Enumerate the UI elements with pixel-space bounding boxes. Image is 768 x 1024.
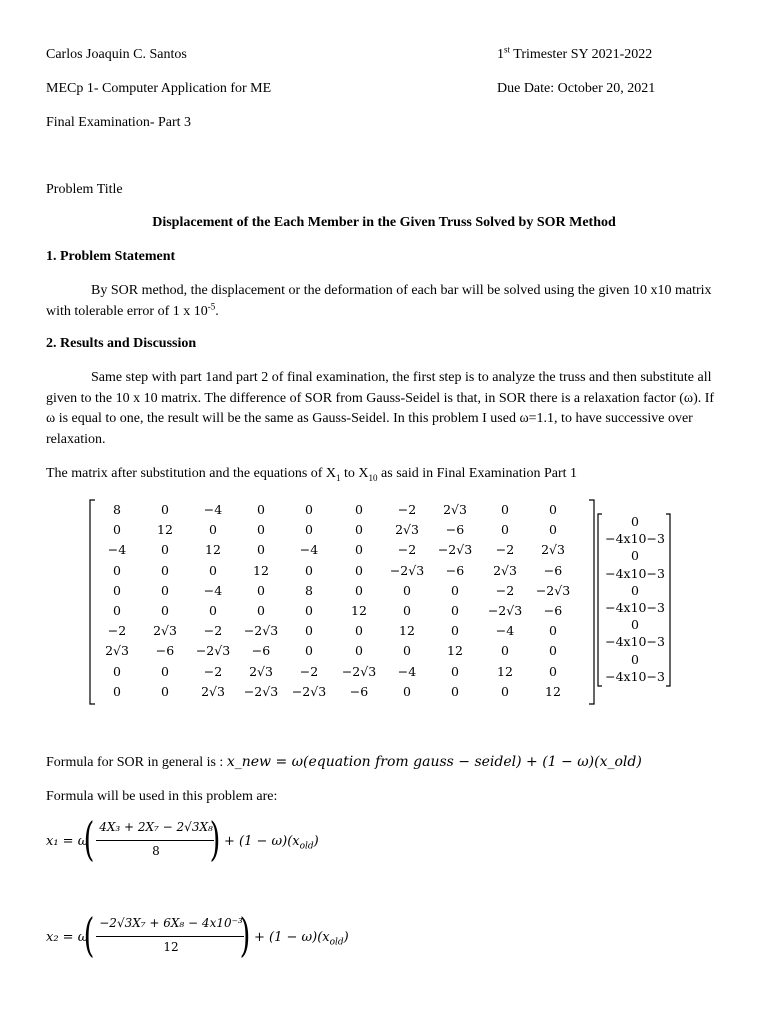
matrix-cell: 2√3: [395, 522, 419, 538]
problem-statement-text: [46, 281, 726, 322]
general-formula-label: Formula for SOR in general is :: [46, 755, 227, 770]
matrix-cell: 0: [451, 623, 459, 639]
matrix-cell: 12: [351, 603, 367, 618]
formula-x2-tail-end: ): [343, 930, 349, 945]
vector-cell: −4x10−3: [605, 565, 665, 581]
matrix-cell: 0: [355, 542, 363, 558]
section-problem-statement-heading: 1. Problem Statement: [46, 249, 176, 264]
vector-cell: −4x10−3: [605, 531, 665, 547]
matrix-cell: 0: [355, 562, 363, 578]
formula-x2-lhs: x₂ = ω: [46, 930, 89, 945]
matrix-cell: 0: [501, 643, 509, 659]
matrix-cell: −2: [299, 663, 319, 679]
matrix-cell: 0: [161, 603, 169, 618]
matrix-cell: 0: [161, 542, 169, 558]
matrix-cell: 0: [355, 582, 363, 598]
matrix-cell: 12: [205, 542, 221, 558]
matrix-cell: −2: [203, 623, 223, 639]
vector-cell: −4x10−3: [605, 634, 665, 650]
problem-statement-body: By SOR method, the displacement or the deformation of each bar will be solved using the given 10 x10 matrix with tolerable error of 1 x 10: [46, 283, 712, 319]
matrix-cell: 0: [501, 522, 509, 538]
matrix-cell: 0: [305, 643, 313, 659]
results-paragraph: Same step with part 1and part 2 of final examination, the first step is to analyze the truss and then substitute all given to the 10 x 10 matrix. The difference of SOR from Gauss-Seidel is that, in SOR there is a relaxation factor (ω). If ω is equal to one, the result will be the same as Gauss-Seidel. In this problem I used ω=1.1, to have successive over relaxation.: [46, 370, 715, 447]
matrix-cell: −6: [543, 603, 563, 618]
matrix-cell: −6: [251, 643, 271, 659]
matrix-intro-b: to X: [340, 466, 369, 481]
matrix-cell: 0: [305, 623, 313, 639]
matrix-cell: 0: [549, 663, 557, 679]
matrix-cell: 0: [113, 562, 121, 578]
author-name: Carlos Joaquin C. Santos: [46, 47, 187, 62]
matrix-cell: 0: [549, 623, 557, 639]
matrix-intro-a: The matrix after substitution and the equations of X: [46, 466, 337, 481]
formula-x1-numerator: 4X₃ + 2X₇ − 2√3X₈: [99, 820, 213, 834]
trimester-ordinal: st: [504, 44, 511, 55]
matrix-cell: −4: [203, 582, 223, 598]
matrix-cell: 2√3: [201, 683, 225, 699]
matrix-cell: 0: [451, 603, 459, 618]
matrix-cell: −6: [445, 522, 465, 538]
matrix-cell: 0: [305, 522, 313, 538]
matrix-intro-sub2: 10: [368, 472, 378, 483]
matrix-cell: 0: [161, 562, 169, 578]
matrix-right-bracket: [589, 500, 594, 704]
matrix-cell: 2√3: [493, 562, 517, 578]
matrix-cell: 0: [209, 603, 217, 618]
matrix-cell: −2: [107, 623, 127, 639]
tolerance-exponent: -5: [207, 300, 216, 311]
matrix-cell: 0: [209, 522, 217, 538]
matrix-cell: −2: [203, 663, 223, 679]
matrix-cell: 12: [447, 643, 463, 659]
matrix-cell: −2√3: [535, 582, 571, 598]
matrix-cell: 0: [257, 603, 265, 618]
matrix-cell: −4: [495, 623, 515, 639]
formula-x1-lhs: x₁ = ω: [46, 834, 89, 849]
matrix-cell: 0: [355, 502, 363, 517]
matrix-cell: −2√3: [487, 603, 523, 618]
formula-x1-tail: [224, 834, 319, 852]
matrix-cell: 0: [257, 522, 265, 538]
matrix-cell: 0: [549, 502, 557, 517]
course-name: MECp 1- Computer Application for ME: [46, 81, 272, 96]
matrix-cell: −2√3: [243, 683, 279, 699]
constant-vector: [596, 510, 674, 690]
matrix-cell: 0: [113, 683, 121, 699]
matrix-cell: 0: [355, 522, 363, 538]
matrix-cell: 0: [403, 603, 411, 618]
matrix-cell: 12: [497, 663, 513, 679]
matrix-cell: 0: [161, 663, 169, 679]
matrix-cell: 0: [549, 522, 557, 538]
matrix-cell: 0: [451, 663, 459, 679]
matrix-cell: 0: [209, 562, 217, 578]
formula-x1-denominator: 8: [152, 844, 160, 858]
matrix-cell: −4: [107, 542, 127, 558]
matrix-cell: −2: [495, 542, 515, 558]
matrix-cell: 0: [403, 582, 411, 598]
matrix-cell: 0: [501, 502, 509, 517]
matrix-cell: −2√3: [389, 562, 425, 578]
formula-x1-tail-end: ): [313, 834, 319, 849]
matrix-cell: 0: [161, 683, 169, 699]
problem-title-label: Problem Title: [46, 182, 123, 197]
matrix-cell: 8: [305, 582, 313, 598]
matrix-cell: 0: [305, 603, 313, 618]
matrix-cell: −4: [203, 502, 223, 517]
section-results-heading: 2. Results and Discussion: [46, 336, 197, 351]
problem-statement-end: .: [215, 303, 219, 319]
matrix-cell: 12: [157, 522, 173, 538]
matrix-cell: 0: [549, 643, 557, 659]
matrix-cell: 0: [451, 582, 459, 598]
matrix-cell: −2√3: [341, 663, 377, 679]
matrix-cell: −6: [155, 643, 175, 659]
matrix-cell: 0: [113, 582, 121, 598]
matrix-cell: 0: [501, 683, 509, 699]
matrix-intro-text: [46, 464, 726, 485]
matrix-intro-sub1: 1: [336, 472, 341, 483]
vector-cell: 0: [631, 514, 639, 529]
formula-x1-fraction-bar: [96, 840, 214, 841]
vector-cell: 0: [631, 548, 639, 564]
matrix-cell: −2√3: [195, 643, 231, 659]
matrix-cell: 0: [257, 502, 265, 517]
general-formula-expression: x_new = ω(equation from gauss − seidel) + (1 − ω)(x_old): [226, 754, 642, 770]
matrix-cell: 0: [113, 663, 121, 679]
trimester-text: Trimester SY 2021-2022: [510, 47, 653, 62]
matrix-cell: 2√3: [443, 502, 467, 517]
formula-x1-close-paren: ): [209, 812, 221, 866]
formula-x2-open-paren: (: [83, 908, 95, 962]
problem-title: Displacement of the Each Member in the Given Truss Solved by SOR Method: [152, 215, 616, 230]
formula-x1: [46, 812, 366, 868]
vector-cell: −4x10−3: [605, 600, 665, 615]
matrix-cell: 0: [305, 502, 313, 517]
vector-cell: 0: [631, 582, 639, 598]
matrix-cell: 0: [257, 542, 265, 558]
matrix-cell: −2√3: [243, 623, 279, 639]
matrix-cell: 12: [253, 562, 269, 578]
formula-x2-tail: [254, 930, 349, 948]
matrix-cell: −6: [349, 683, 369, 699]
vector-cell: −4x10−3: [605, 668, 665, 684]
trimester-label: [497, 44, 653, 63]
matrix-cell: −6: [543, 562, 563, 578]
matrix-cell: 0: [403, 683, 411, 699]
vector-cell: 0: [631, 651, 639, 667]
formula-x1-tail-sub: old: [299, 841, 314, 852]
matrix-cell: 0: [113, 522, 121, 538]
matrix-cell: 0: [355, 623, 363, 639]
matrix-cell: −4: [397, 663, 417, 679]
formula-x2-numerator: −2√3X₇ + 6X₈ − 4x10⁻³: [99, 916, 243, 930]
matrix-cell: 8: [113, 502, 121, 517]
matrix-cell: −2√3: [437, 542, 473, 558]
formula-x2-denominator: 12: [163, 940, 179, 954]
formula-x2: [46, 908, 386, 964]
formula-x2-fraction-bar: [96, 936, 244, 937]
formula-x2-tail-sub: old: [329, 937, 344, 948]
trimester-number: 1: [497, 47, 504, 62]
matrix-cell: 0: [355, 643, 363, 659]
matrix-cell: 2√3: [541, 542, 565, 558]
matrix-cell: −2: [397, 502, 417, 517]
matrix-cell: 2√3: [153, 623, 177, 639]
exam-label: Final Examination- Part 3: [46, 115, 192, 130]
matrix-cell: −2√3: [291, 683, 327, 699]
matrix-cell: 0: [161, 582, 169, 598]
matrix-cell: 0: [257, 582, 265, 598]
general-formula-line: [46, 754, 642, 771]
matrix-cell: 0: [451, 683, 459, 699]
formula-x1-open-paren: (: [83, 812, 95, 866]
matrix-cell: 2√3: [249, 663, 273, 679]
matrix-cell: −6: [445, 562, 465, 578]
matrix-cell: 0: [161, 502, 169, 517]
matrix-cell: 0: [403, 643, 411, 659]
matrix-cell: 12: [545, 683, 561, 699]
formula-x2-tail-a: + (1 − ω)(x: [254, 930, 330, 945]
matrix-cell: 12: [399, 623, 415, 639]
coefficient-matrix: [86, 496, 606, 708]
formula-x1-tail-a: + (1 − ω)(x: [224, 834, 300, 849]
matrix-cell: 0: [113, 603, 121, 618]
matrix-intro-c: as said in Final Examination Part 1: [377, 466, 578, 481]
formula-used-label: Formula will be used in this problem are:: [46, 789, 278, 804]
formula-x2-close-paren: ): [239, 908, 251, 962]
vector-cell: 0: [631, 617, 639, 633]
matrix-cell: 2√3: [105, 643, 129, 659]
matrix-cell: −2: [397, 542, 417, 558]
matrix-cell: −2: [495, 582, 515, 598]
matrix-cell: −4: [299, 542, 319, 558]
matrix-cell: 0: [305, 562, 313, 578]
due-date: Due Date: October 20, 2021: [497, 81, 656, 96]
